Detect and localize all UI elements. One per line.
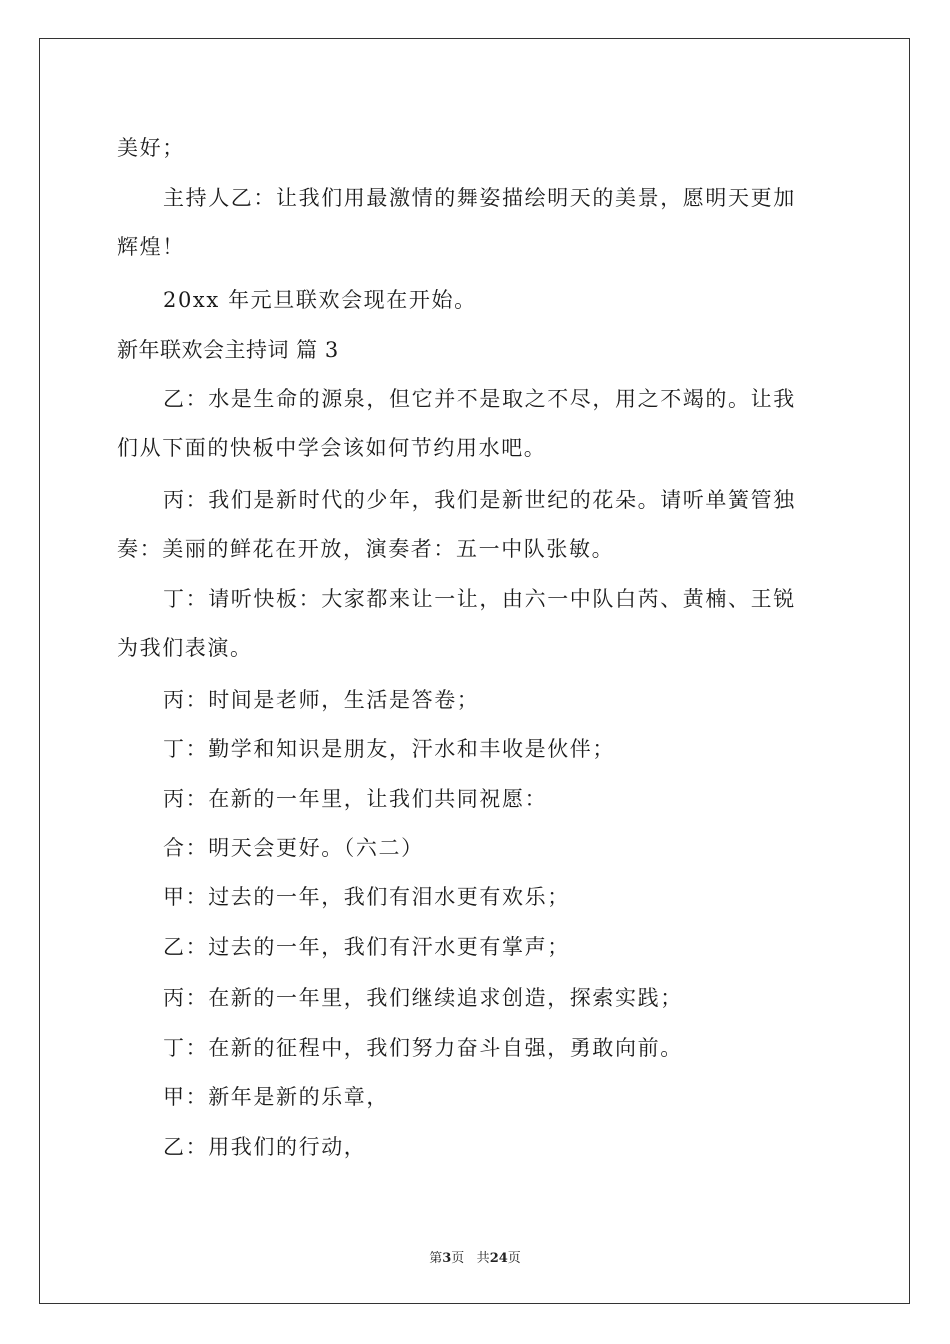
- text-line: 甲：新年是新的乐章，: [163, 1085, 389, 1109]
- text-line: 丙：我们是新时代的少年，我们是新世纪的花朵。请听单簧管独: [163, 488, 796, 512]
- text-line: 丙：时间是老师，生活是答卷；: [163, 688, 480, 712]
- footer-page-label: 页: [451, 1251, 465, 1266]
- footer-total-prefix: 共: [476, 1251, 490, 1266]
- text-line: 丁：勤学和知识是朋友，汗水和丰收是伙伴；: [163, 737, 615, 761]
- text-line: 乙：用我们的行动，: [163, 1135, 367, 1159]
- total-pages-number: 24: [489, 1251, 508, 1266]
- text-line: 丁：在新的征程中，我们努力奋斗自强，勇敢向前。: [163, 1036, 683, 1060]
- text-line: 奏：美丽的鲜花在开放，演奏者：五一中队张敏。: [117, 537, 615, 561]
- text-line: 们从下面的快板中学会该如何节约用水吧。: [117, 436, 547, 460]
- page-border: [39, 38, 910, 1304]
- text-line: 美好；: [117, 136, 185, 160]
- text-line: 乙：水是生命的源泉，但它并不是取之不尽，用之不竭的。让我: [163, 387, 796, 411]
- section-heading: 新年联欢会主持词 篇 3: [117, 338, 339, 362]
- text-line: 丁：请听快板：大家都来让一让，由六一中队白芮、黄楠、王锐: [163, 587, 796, 611]
- text-line: 为我们表演。: [117, 636, 253, 660]
- text-line: 主持人乙：让我们用最激情的舞姿描绘明天的美景，愿明天更加: [163, 186, 796, 210]
- current-page-number: 3: [442, 1251, 452, 1266]
- text-line: 乙：过去的一年，我们有汗水更有掌声；: [163, 935, 570, 959]
- text-line: 丙：在新的一年里，让我们共同祝愿：: [163, 787, 548, 811]
- text-line: 合：明天会更好。（六二）: [163, 836, 424, 860]
- text-line: 辉煌！: [117, 235, 185, 259]
- footer-prefix: 第: [429, 1251, 443, 1266]
- page-footer: [0, 1247, 950, 1266]
- text-line: 丙：在新的一年里，我们继续追求创造，探索实践；: [163, 986, 683, 1010]
- footer-total-label: 页: [507, 1251, 521, 1266]
- text-line: 甲：过去的一年，我们有泪水更有欢乐；: [163, 885, 570, 909]
- text-line: 20xx 年元旦联欢会现在开始。: [163, 288, 477, 312]
